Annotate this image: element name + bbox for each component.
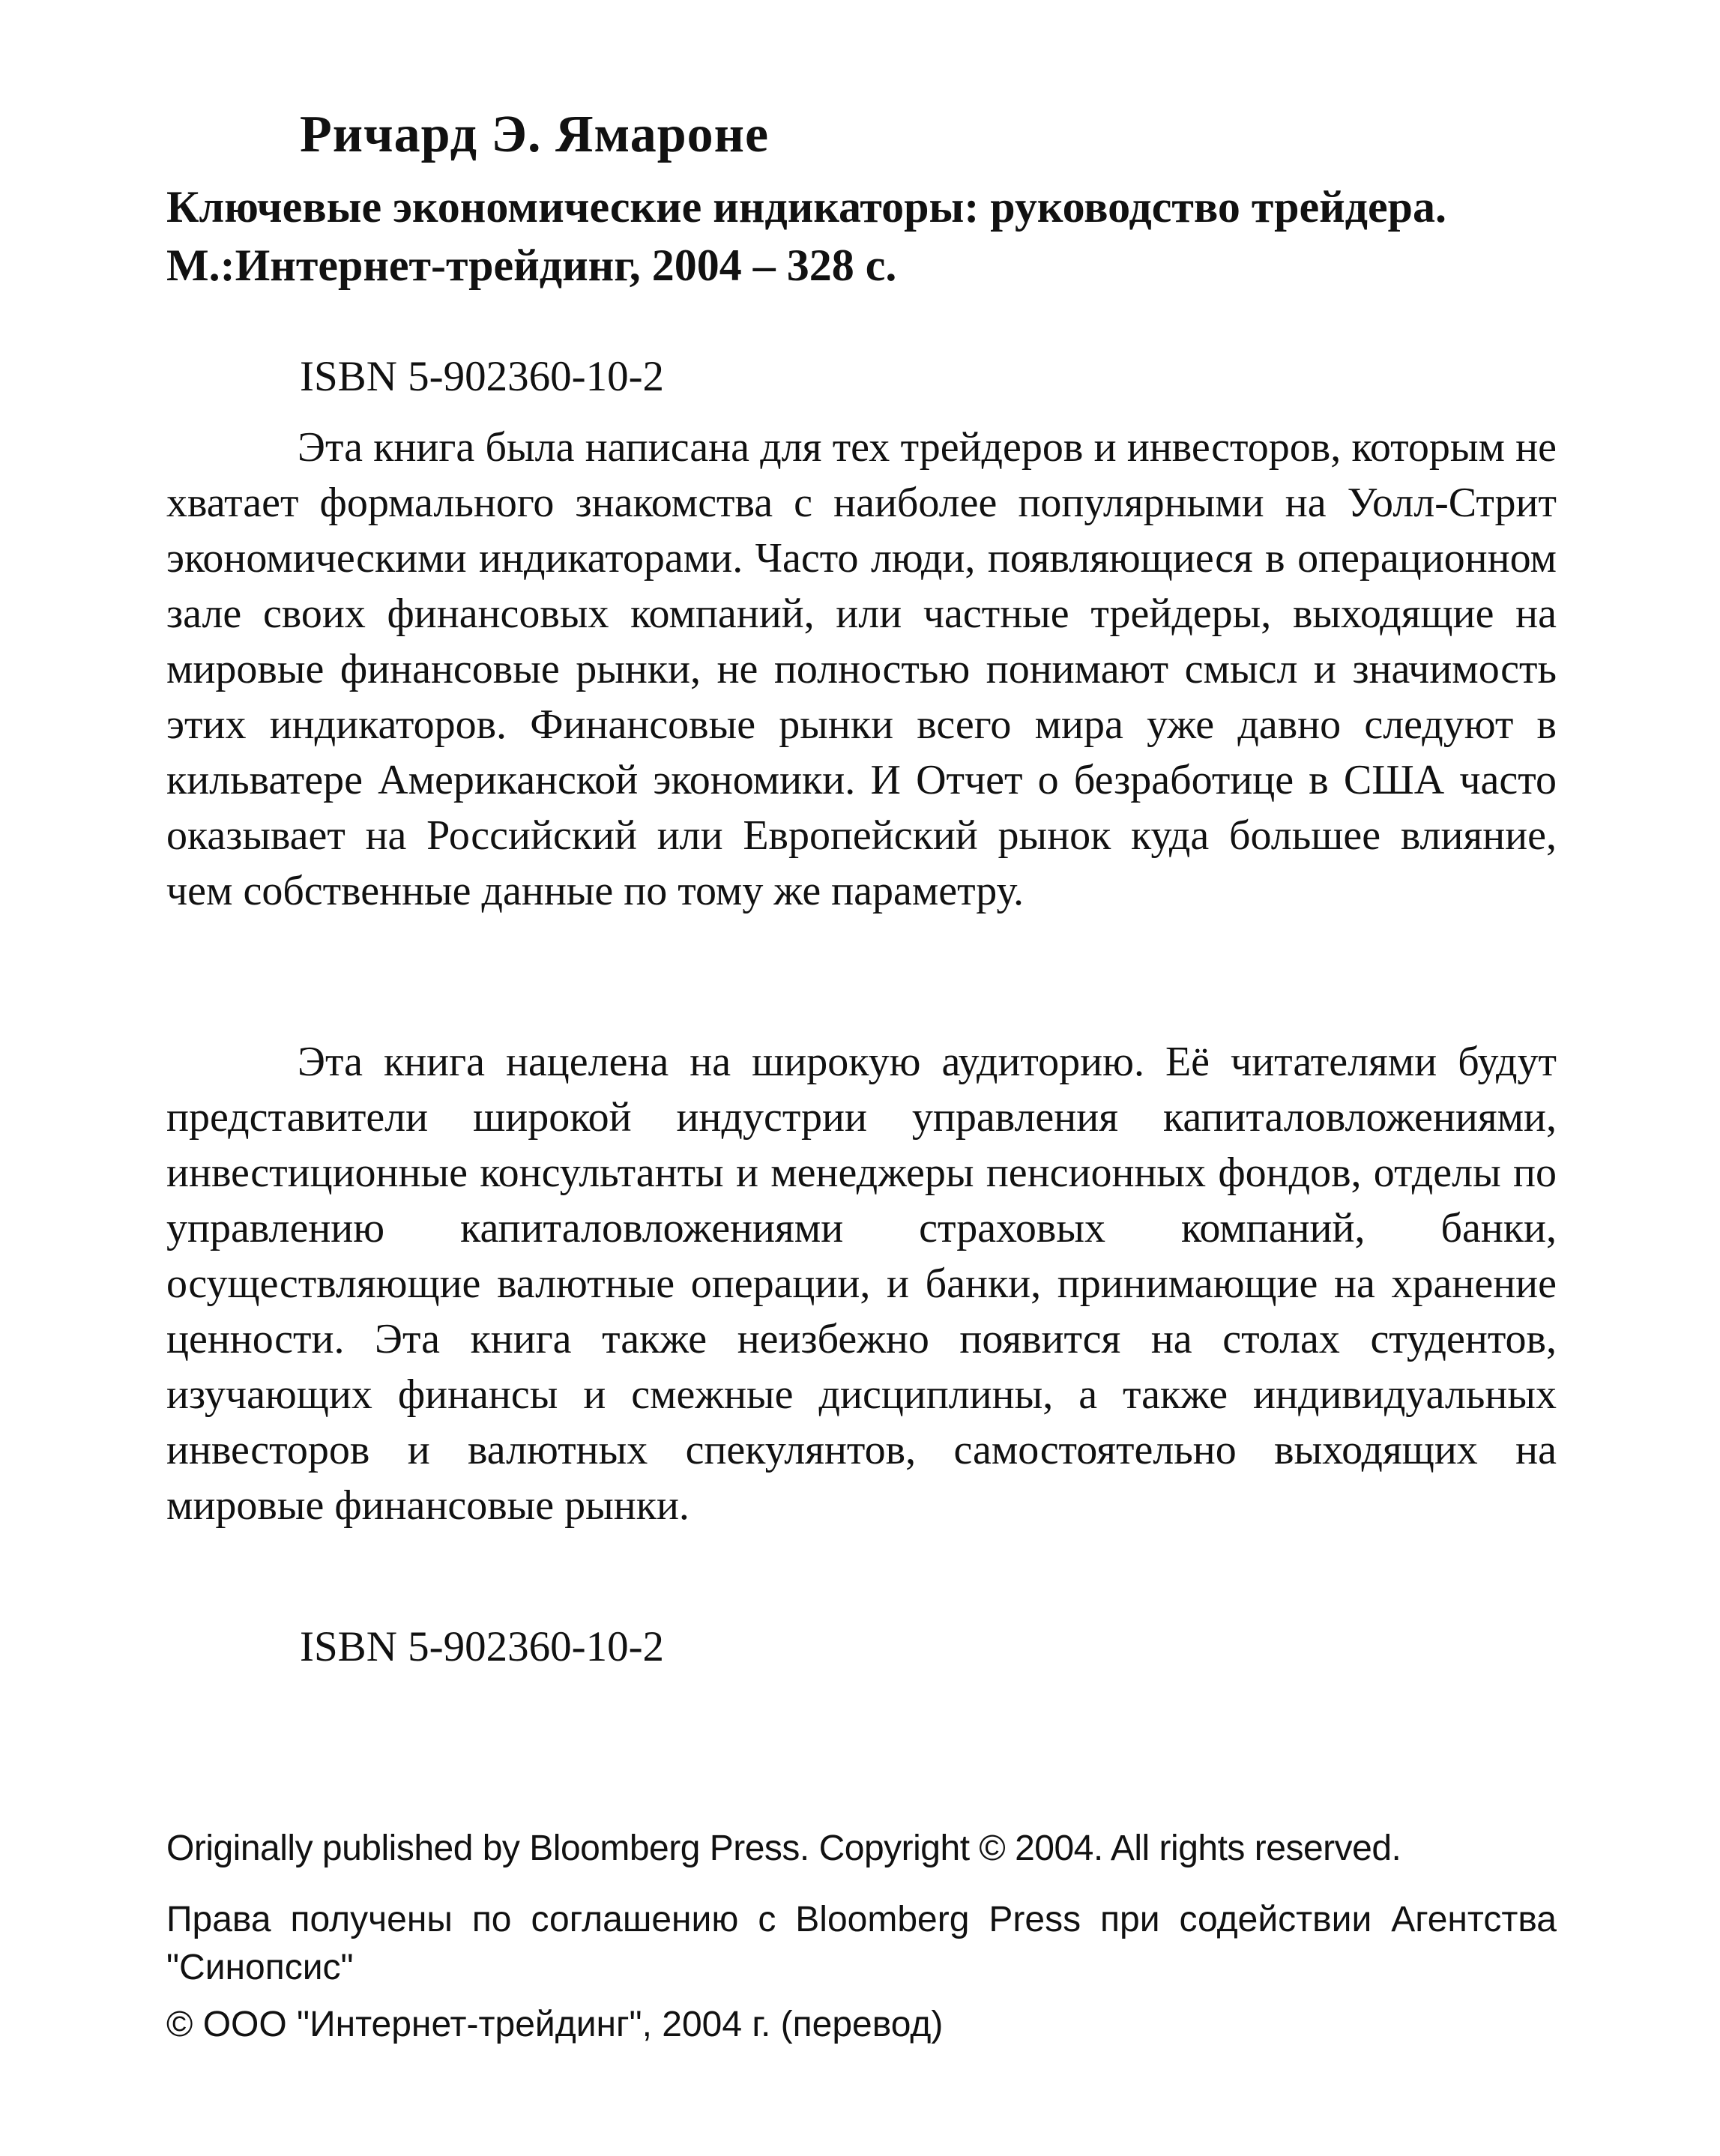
publisher-info: М.:Интернет-трейдинг, 2004 – 328 с.	[166, 241, 897, 290]
abstract-paragraph-2: Эта книга нацелена на широкую аудиторию. Её читателями будут представители широкой индустрии управления капиталовложениями, инвестиционные консультанты и менеджеры пенсионных фондов, отделы по управлению капиталовложениями страховых компаний, банки, осуществляющие валютные операции, и банки, принимающие на хранение ценности. Эта книга также неизбежно появится на столах студентов, изучающих финансы и смежные дисциплины, а также индивидуальных инвесторов и валютных спекулянтов, самостоятельно выходящих на мировые финансовые рынки.	[166, 1039, 1557, 1529]
book-title-block	[166, 178, 1553, 295]
original-publication-notice: Originally published by Bloomberg Press. Copyright © 2004. All rights reserved.	[166, 1829, 1401, 1868]
isbn-top: ISBN 5-902360-10-2	[300, 353, 665, 400]
book-title: Ключевые экономические индикаторы: руководство трейдера.	[166, 182, 1447, 232]
abstract-paragraph-1: Эта книга была написана для тех трейдеров и инвесторов, которым не хватает формального знакомства с наиболее популярными на Уолл-Стрит экономическими индикаторами. Часто люди, появляющиеся в операционном зале своих финансовых компаний, или частные трейдеры, выходящие на мировые финансовые рынки, не полностью понимают смысл и значимость этих индикаторов. Финансовые рынки всего мира уже давно следуют в кильватере Американской экономики. И Отчет о безработице в США часто оказывает на Российский или Европейский рынок куда большее влияние, чем собственные данные по тому же параметру.	[166, 424, 1557, 914]
isbn-bottom: ISBN 5-902360-10-2	[300, 1623, 665, 1670]
rights-agreement-notice: Права получены по соглашению с Bloomberg Press при содействии Агентства "Синопсис"	[166, 1900, 1557, 1987]
author-name: Ричард Э. Ямароне	[300, 106, 770, 163]
translation-copyright: © ООО "Интернет-трейдинг", 2004 г. (перевод)	[166, 2005, 944, 2044]
